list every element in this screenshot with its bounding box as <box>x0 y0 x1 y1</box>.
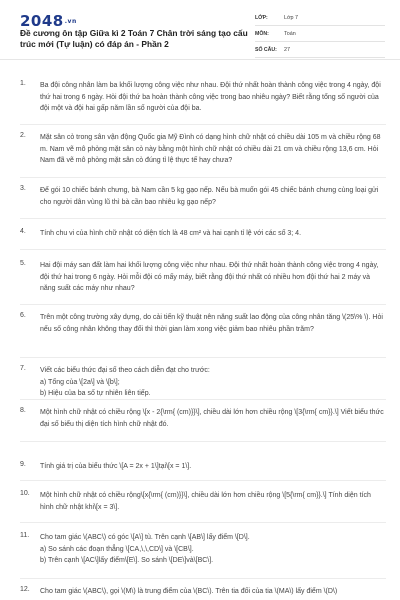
question-number: 3. <box>20 185 26 192</box>
meta-row-class <box>255 10 385 26</box>
question-number: 9. <box>20 461 26 468</box>
question-number: 11. <box>20 532 30 539</box>
question-number: 5. <box>20 260 26 267</box>
meta-label: LỚP: <box>255 14 268 21</box>
question-number: 2. <box>20 132 26 139</box>
question-text: Cho tam giác \(ABC\), gọi \(M\) là trung điểm của \(BC\). Trên tia đối của tia \(MA\) lấy điểm \(D\) <box>40 588 338 595</box>
question-divider <box>20 177 386 178</box>
question-divider <box>20 249 386 250</box>
question-divider <box>20 357 386 358</box>
meta-value: Toán <box>284 30 296 37</box>
question-divider <box>20 399 386 400</box>
question-divider <box>20 304 386 305</box>
question-number: 4. <box>20 228 26 235</box>
meta-value: Lớp 7 <box>284 14 299 21</box>
logo-text: 2048 <box>20 12 64 30</box>
question-divider <box>20 522 386 523</box>
question-divider <box>20 124 386 125</box>
question-divider <box>20 578 386 579</box>
question-text: Trên một công trường xây dựng, do cải tiến kỹ thuật nên năng suất lao động của công nhân tăng \(25\% \). Hỏi nếu số công nhân không thay đổi thì thời gian làm xong việc giảm bao nhiêu phần trăm? <box>40 314 383 333</box>
meta-label: MÔN: <box>255 30 269 37</box>
question-number: 10. <box>20 490 30 497</box>
document-meta <box>255 10 385 58</box>
meta-label: SỐ CÂU: <box>255 46 277 53</box>
question-text: Một hình chữ nhật có chiều rộng \[x - 2{\rm{ (cm)}}\], chiều dài lớn hơn chiều rộng \[3{\rm{ cm}}.\] Viết biểu thức đại số biểu thị diện tích hình chữ nhật đó. <box>40 409 384 428</box>
question-text: Một hình chữ nhật có chiều rộng\[x{\rm{ (cm)}}\], chiều dài lớn hơn chiều rộng \[5{\rm{ cm}}.\] Tính diện tích hình chữ nhật khi\[x = 3\]. <box>40 492 371 511</box>
question-text: Tính giá trị của biểu thức \[A = 2x + 1\]tại\[x = 1\]. <box>40 463 192 470</box>
meta-row-subject <box>255 26 385 42</box>
document-title: Đề cương ôn tập Giữa kì 2 Toán 7 Chân trời sáng tạo cấu trúc mới (Tự luận) có đáp án - Phần 2 <box>20 28 248 49</box>
meta-row-count <box>255 42 385 58</box>
question-text: Tính chu vi của hình chữ nhật có diện tích là 48 cm² và hai cạnh tỉ lệ với các số 3; 4. <box>40 230 302 237</box>
question-number: 6. <box>20 312 26 319</box>
logo-tld: .vn <box>64 18 77 25</box>
question-text: Viết các biểu thức đại số theo cách diễn đạt cho trước: a) Tổng của \[2a\] và \[b\]; b) Hiệu của ba số tự nhiên liên tiếp. <box>40 367 210 398</box>
question-number: 1. <box>20 80 26 87</box>
document-header <box>0 0 400 60</box>
question-divider <box>20 480 386 481</box>
question-divider <box>20 441 386 442</box>
question-number: 8. <box>20 407 26 414</box>
question-text: Để gói 10 chiếc bánh chưng, bà Nam cần 5 kg gạo nếp. Nếu bà muốn gói 45 chiếc bánh chưng cùng loại gửi cho người dân vùng lũ thì bà cần bao nhiêu kg gạo nếp? <box>40 187 379 206</box>
question-text: Hai đội máy san đất làm hai khối lượng công việc như nhau. Đội thứ nhất hoàn thành công việc trong 4 ngày, đội thứ hai trong 6 ngày. Hỏi mỗi đội có mấy máy, biết rằng đội thứ nhất có nhiều hơn đội thứ hai 2 máy và năng suất các máy như nhau? <box>40 262 379 293</box>
meta-value: 27 <box>284 46 290 53</box>
question-number: 7. <box>20 365 26 372</box>
question-divider <box>20 218 386 219</box>
question-number: 12. <box>20 586 30 593</box>
question-text: Ba đội công nhân làm ba khối lượng công việc như nhau. Đội thứ nhất hoàn thành công việc trong 4 ngày, đội thứ hai trong 6 ngày. Hỏi đội thứ ba hoàn thành công việc trong bao nhiêu ngày? Biết rằng tổng số người của đội một và đội hai gấp năm lần số người của đội ba. <box>40 82 381 113</box>
question-text: Mặt sân cỏ trong sân vận động Quốc gia Mỹ Đình có dạng hình chữ nhật có chiều dài 105 m và chiều rộng 68 m. Nam vẽ mô phỏng mặt sân cỏ này bằng một hình chữ nhật có chiều dài 21 cm và chiều rộng 13,6 cm. Hỏi Nam đã vẽ mô phỏng mặt sân cỏ đúng tỉ lệ thực tế hay chưa? <box>40 134 381 165</box>
question-text: Cho tam giác \(ABC\) có góc \[A\] tù. Trên cạnh \[AB\] lấy điểm \[D\]. a) So sánh các đoạn thẳng \[CA,\,\,CD\] và \[CB\]. b) Trên cạnh \[AC\]lấy điểm\[E\]. So sánh \[DE\]và\[BC\]. <box>40 534 250 565</box>
